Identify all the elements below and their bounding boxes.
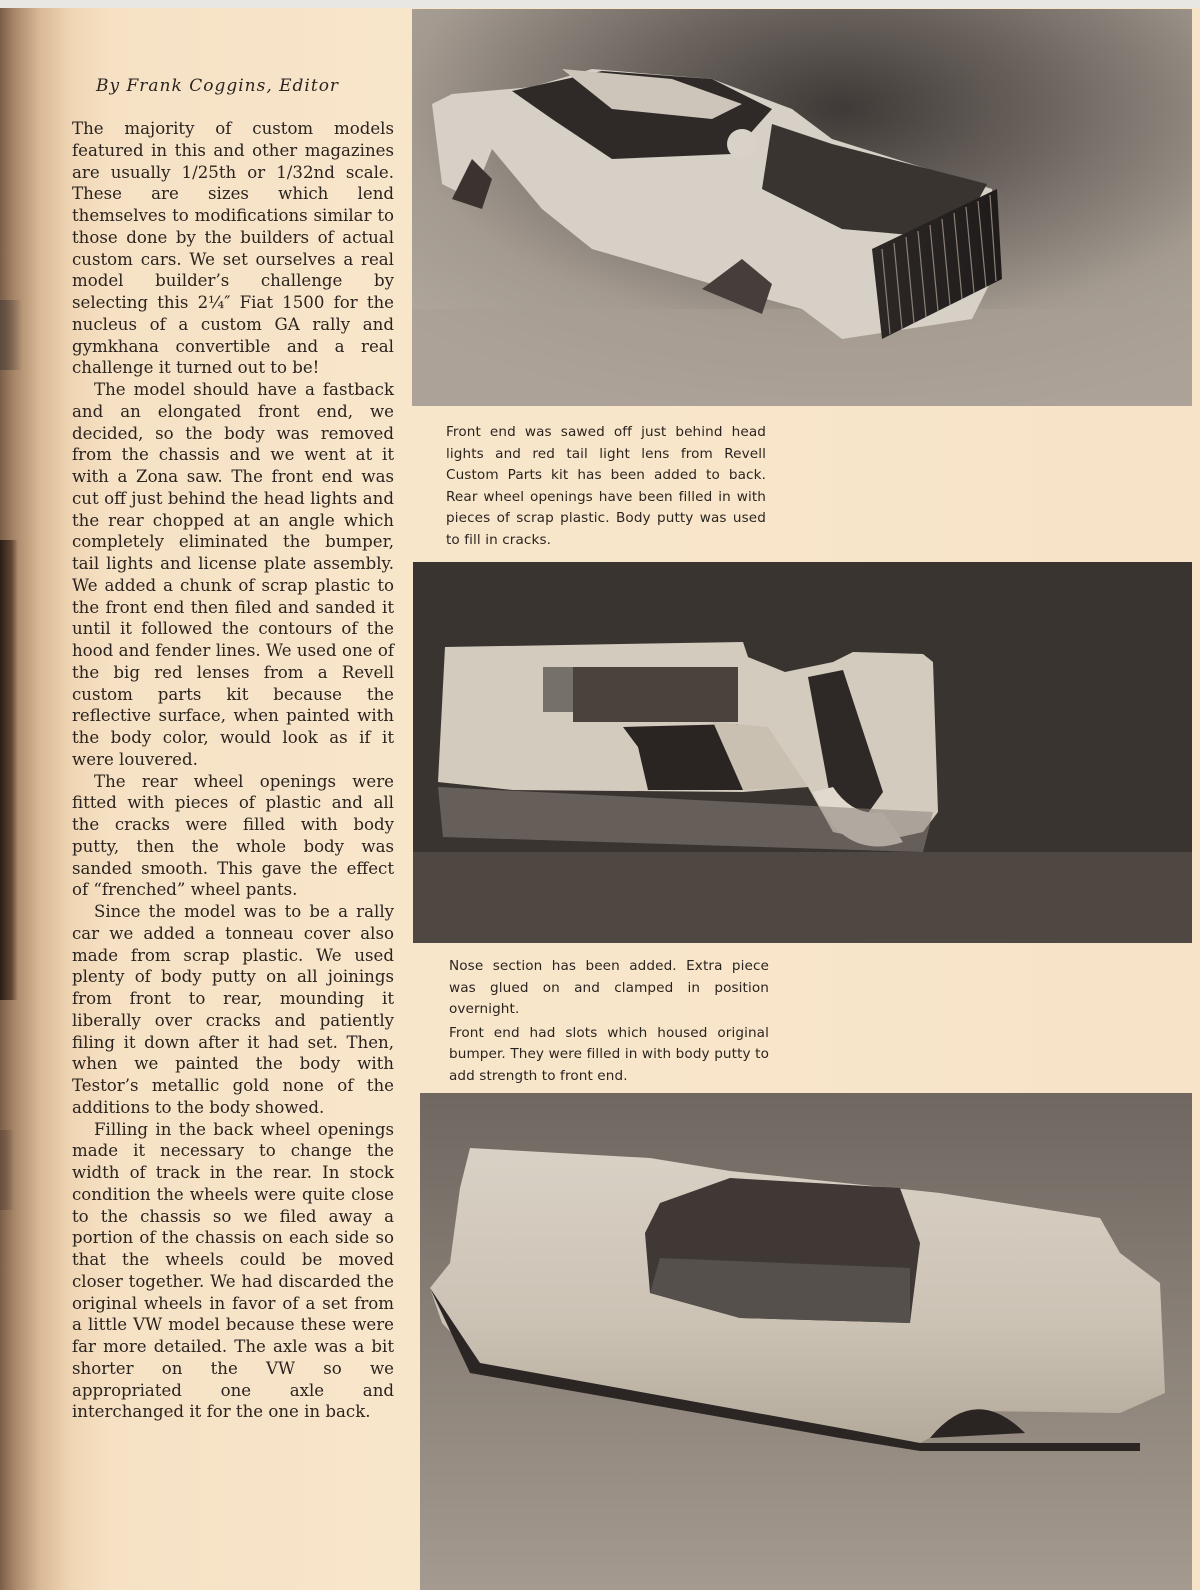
photo-rear-view (412, 9, 1192, 406)
article-byline: By Frank Coggins, Editor (96, 76, 340, 96)
scan-edge (0, 0, 1200, 8)
binding-shadow (0, 540, 18, 1000)
binding-shadow (0, 1130, 14, 1210)
article-paragraph: Filling in the back wheel openings made it necessary to change the width of track in the rear. In stock condition the wheels were quite close to the chassis so we filed away a portion of the chassis on each side so that the wheels could be moved closer together. We had discarded the original wheels in favor of a set from a little VW model because these were far more detailed. The axle was a bit shorter on the VW so we appropriated one axle and interchanged it for the one in back. (72, 1119, 394, 1422)
photo-caption-group (449, 956, 769, 1088)
article-paragraph: The model should have a fastback and an elongated front end, we decided, so the body was removed from the chassis and we went at it with a Zona saw. The front end was cut off just behind the head lights and the rear chopped at an angle which completely eliminated the bumper, tail lights and license plate assembly. We added a chunk of scrap plastic to the front end then filed and sanded it until it followed the contours of the hood and fender lines. We used one of the big red lenses from a Revell custom parts kit because the reflective surface, when painted with the body color, would look as if it were louvered. (72, 380, 394, 769)
article-body (72, 118, 394, 1423)
article-paragraph: Since the model was to be a rally car we added a tonneau cover also made from scrap plastic. We used plenty of body putty on all joinings from front to rear, mounding it liberally over cracks and patiently filing it down after it had set. Then, when we painted the body with Testor’s metallic gold none of the additions to the body showed. (72, 902, 394, 1117)
article-paragraph: The majority of custom models featured in this and other magazines are usually 1/25th or 1/32nd scale. These are sizes which lend themselves to modifications similar to those done by the builders of actual custom cars. We set ourselves a real model builder’s challenge by selecting this 2¼″ Fiat 1500 for the nucleus of a custom GA rally and gymkhana convertible and a real challenge it turned out to be! (72, 119, 394, 378)
photo-caption: Nose section has been added. Extra piece was glued on and clamped in position overnight. (449, 958, 769, 1018)
photo-caption: Front end was sawed off just behind head lights and red tail light lens from Revell Custom Parts kit has been added to back. Rear wheel openings have been filled in with pieces of scrap plastic. Body putty was used to fill in cracks. (446, 424, 766, 548)
article-paragraph: The rear wheel openings were fitted with pieces of plastic and all the cracks were filled with body putty, then the whole body was sanded smooth. This gave the effect of “frenched” wheel pants. (72, 771, 394, 900)
photo-finished-body (420, 1093, 1192, 1590)
photo-caption: Front end had slots which housed original bumper. They were filled in with body putty to add strength to front end. (449, 1024, 769, 1084)
photo-side-view (413, 562, 1192, 943)
binding-shadow (0, 300, 22, 370)
